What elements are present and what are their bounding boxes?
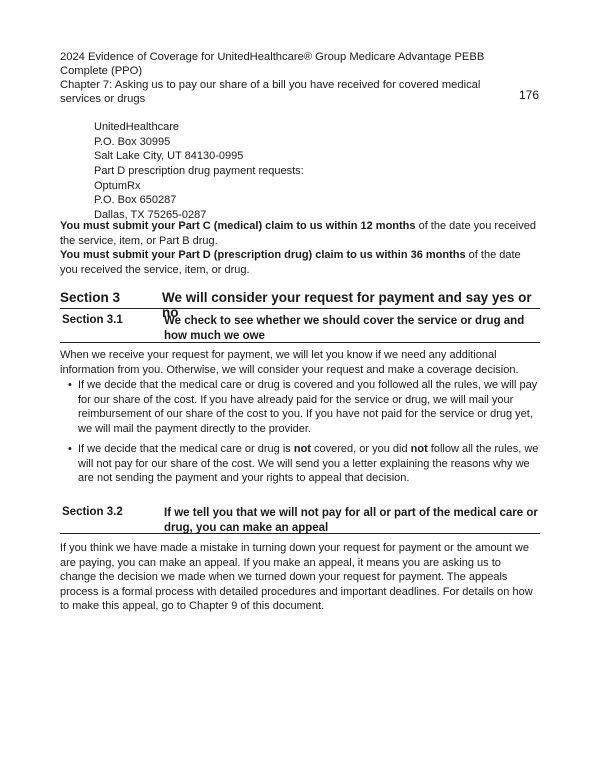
section-number: Section 3 (60, 290, 121, 305)
section-3-2-body: If you think we have made a mistake in turning down your request for payment or the amount we are paying, you can make an appeal. If you make an appeal, it means you are asking us to change the decision we made when we turned down your request for payment. The appeals process is a formal process with detailed procedures and important deadlines. For details on how to make this appeal, go to Chapter 9 of this document. (60, 542, 533, 612)
part-c-deadline-text: of the date you received the service, item, or Part B drug. (60, 220, 536, 247)
document-title: 2024 Evidence of Coverage for UnitedHealthcare® Group Medicare Advantage PEBB Complete (PPO) (60, 51, 485, 77)
part-d-deadline-text: of the date you received the service, item, or drug. (60, 249, 521, 276)
list-item-text-part: follow all the rules, we will not pay for our share of the cost. We will send you a letter explaining the reasons why we are not sending the payment and your rights to appeal that decision. (78, 443, 539, 484)
list-item-emphasis: not (410, 443, 428, 455)
list-item (68, 442, 548, 486)
list-item-text-part: covered, or you did (310, 443, 411, 455)
part-c-deadline (60, 219, 538, 248)
bullet-icon: • (68, 379, 72, 391)
address-city: Salt Lake City, UT 84130-0995 (94, 150, 244, 162)
section-3-2-heading (60, 504, 540, 534)
section-3-1-heading (60, 312, 540, 343)
list-item-text: If we decide that the medical care or drug is covered and you followed all the rules, we will pay for our share of the cost. If you have already paid for the service or drug, we will mail your reimbursement of our share of the cost to you. If you have not paid for the service or drug yet, we will mail the payment directly to the provider. (78, 379, 538, 435)
section-title: If we tell you that we will not pay for all or part of the medical care or drug, you can make an appeal (164, 507, 538, 534)
section-title: We will consider your request for payment and say yes or no (162, 290, 532, 320)
list-item-emphasis: not (293, 443, 311, 455)
address-box: P.O. Box 30995 (94, 135, 171, 148)
list-item-text-part: If we decide that the medical care or drug is (78, 443, 294, 455)
bullet-icon: • (68, 443, 72, 455)
page-header (60, 50, 510, 106)
list-item (68, 378, 548, 436)
section-3-1-intro: When we receive your request for payment, we will let you know if we need any additional information from you. Otherwise, we will consider your request and make a coverage decision. (60, 349, 519, 376)
address-name: OptumRx (94, 179, 141, 192)
address-label: Part D prescription drug payment requests: (94, 165, 304, 177)
drug-claim-address (94, 164, 394, 222)
address-city: Dallas, TX 75265-0287 (94, 208, 207, 221)
page-number: 176 (519, 88, 540, 102)
list-item-text (78, 443, 538, 484)
section-title: We check to see whether we should cover the service or drug and how much we owe (164, 315, 525, 342)
address-name: UnitedHealthcare (94, 121, 179, 133)
medical-claim-address (94, 120, 394, 164)
part-d-deadline-emphasis: You must submit your Part D (prescription drug) claim to us within 36 months (60, 249, 466, 261)
address-box: P.O. Box 650287 (94, 194, 177, 206)
part-c-deadline-emphasis: You must submit your Part C (medical) claim to us within 12 months (60, 220, 416, 232)
part-d-deadline (60, 248, 538, 277)
section-number: Section 3.2 (62, 506, 123, 518)
section-number: Section 3.1 (62, 314, 123, 326)
chapter-title: Chapter 7: Asking us to pay our share of a bill you have received for covered medical services or drugs (60, 79, 481, 105)
